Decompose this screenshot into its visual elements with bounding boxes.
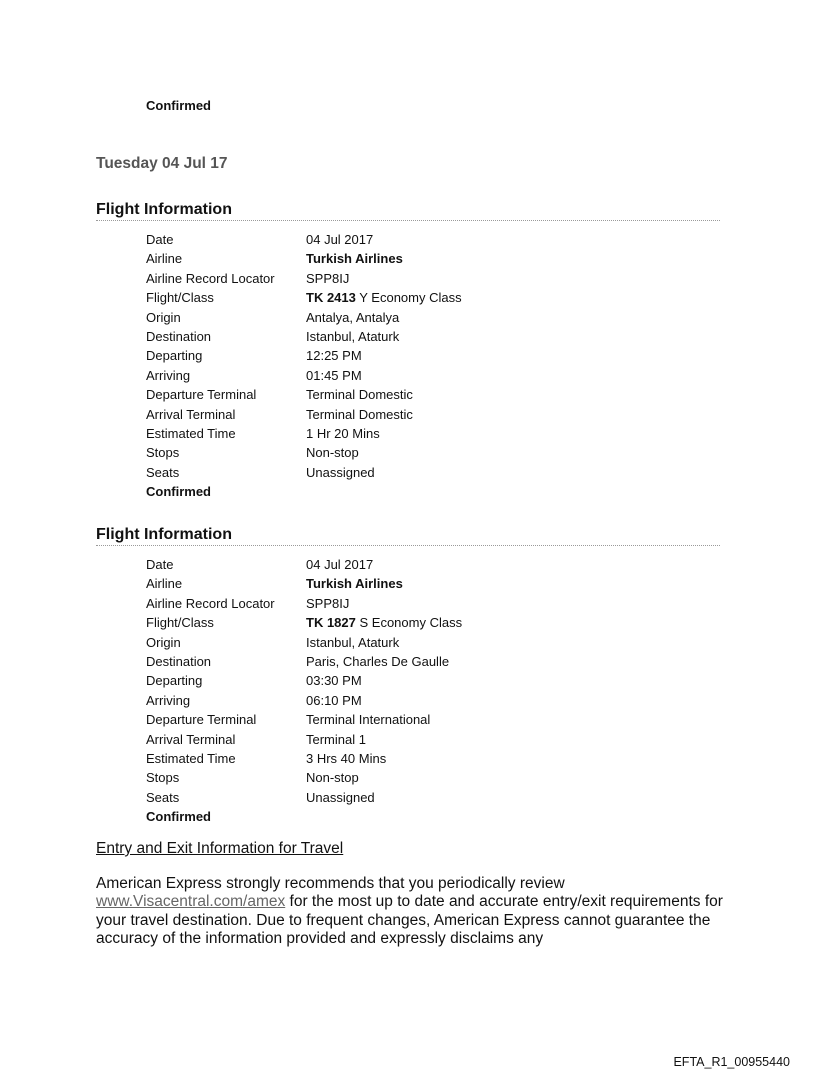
detail-label: Departure Terminal	[146, 712, 257, 728]
detail-row-arriving	[146, 366, 720, 385]
detail-value: Istanbul, Ataturk	[306, 634, 400, 650]
detail-value: 03:30 PM	[306, 673, 362, 689]
detail-label: Arriving	[146, 692, 191, 708]
detail-value: 12:25 PM	[306, 348, 362, 364]
flight-information-section-1	[96, 200, 720, 501]
airline-name: Turkish Airlines	[306, 576, 403, 592]
entry-exit-text-before: American Express strongly recommends that you periodically review	[96, 875, 565, 892]
detail-row-destination	[146, 652, 720, 671]
detail-row-flight-class	[146, 288, 720, 307]
detail-value: SPP8IJ	[306, 270, 350, 286]
detail-label: Arriving	[146, 367, 191, 383]
detail-value: 06:10 PM	[306, 692, 362, 708]
detail-row-departure-terminal	[146, 385, 720, 404]
flight-class: S Economy Class	[355, 615, 463, 631]
detail-label: Origin	[146, 309, 181, 325]
detail-row-stops	[146, 768, 720, 787]
detail-row-date	[146, 555, 720, 574]
detail-row-arrival-terminal	[146, 405, 720, 424]
detail-label: Flight/Class	[146, 290, 214, 306]
detail-label: Arrival Terminal	[146, 731, 236, 747]
document-id: EFTA_R1_00955440	[673, 1055, 790, 1069]
detail-row-origin	[146, 633, 720, 652]
detail-label: Departing	[146, 348, 203, 364]
detail-row-arriving	[146, 691, 720, 710]
flight-information-title: Flight Information	[96, 526, 232, 543]
flight-information-section-2	[96, 525, 720, 826]
detail-label: Airline	[146, 251, 183, 267]
detail-label: Date	[146, 557, 174, 572]
detail-value: Antalya, Antalya	[306, 309, 400, 325]
detail-row-seats	[146, 788, 720, 807]
detail-value: 04 Jul 2017	[306, 557, 374, 572]
detail-label: Flight/Class	[146, 615, 214, 631]
detail-value: Terminal Domestic	[306, 387, 413, 403]
flight-confirmed-status: Confirmed	[146, 809, 211, 825]
detail-value: Paris, Charles De Gaulle	[306, 653, 450, 669]
detail-value: 1 Hr 20 Mins	[306, 425, 380, 441]
flight-class: Y Economy Class	[355, 290, 462, 306]
top-confirmed-status: Confirmed	[146, 98, 211, 113]
detail-label: Seats	[146, 789, 180, 805]
detail-row-record-locator	[146, 269, 720, 288]
detail-label: Origin	[146, 634, 181, 650]
entry-exit-paragraph	[96, 875, 736, 948]
detail-value: Non-stop	[306, 445, 359, 461]
detail-label: Airline Record Locator	[146, 595, 275, 611]
entry-exit-text-after: for the most up to date and accurate entry/exit requirements for your travel destination. Due to frequent changes, American Express cannot guarantee the accuracy of the information provided and expressly disclaims any	[96, 893, 723, 947]
detail-row-departing	[146, 671, 720, 690]
detail-row-flight-class	[146, 613, 720, 632]
section-divider	[96, 220, 720, 221]
detail-row-arrival-terminal	[146, 730, 720, 749]
flight-details	[146, 230, 720, 482]
detail-value: Terminal Domestic	[306, 406, 413, 422]
date-heading: Tuesday 04 Jul 17	[96, 155, 228, 172]
flight-number: TK 1827	[306, 615, 356, 631]
detail-value: Terminal 1	[306, 731, 366, 747]
detail-label: Estimated Time	[146, 750, 236, 766]
detail-row-record-locator	[146, 594, 720, 613]
detail-label: Stops	[146, 445, 180, 461]
detail-label: Destination	[146, 328, 212, 344]
entry-exit-title: Entry and Exit Information for Travel	[96, 840, 344, 857]
detail-value: Unassigned	[306, 789, 375, 805]
detail-row-seats	[146, 463, 720, 482]
flight-information-title: Flight Information	[96, 201, 232, 218]
detail-row-departing	[146, 346, 720, 365]
detail-label: Destination	[146, 653, 212, 669]
flight-confirmed-status: Confirmed	[146, 484, 211, 500]
detail-row-departure-terminal	[146, 710, 720, 729]
section-divider	[96, 545, 720, 546]
detail-row-estimated-time	[146, 749, 720, 768]
detail-value: Unassigned	[306, 464, 375, 480]
detail-row-estimated-time	[146, 424, 720, 443]
detail-row-airline	[146, 574, 720, 593]
detail-label: Airline Record Locator	[146, 270, 275, 286]
flight-number: TK 2413	[306, 290, 356, 306]
detail-value: 01:45 PM	[306, 367, 362, 383]
airline-name: Turkish Airlines	[306, 251, 403, 267]
detail-label: Arrival Terminal	[146, 406, 236, 422]
detail-label: Estimated Time	[146, 425, 236, 441]
detail-label: Airline	[146, 576, 183, 592]
detail-value: Terminal International	[306, 712, 431, 728]
detail-row-stops	[146, 443, 720, 462]
detail-row-destination	[146, 327, 720, 346]
detail-label: Date	[146, 232, 174, 247]
detail-value: Non-stop	[306, 770, 359, 786]
detail-label: Departure Terminal	[146, 387, 257, 403]
detail-row-date	[146, 230, 720, 249]
detail-label: Stops	[146, 770, 180, 786]
detail-value: 04 Jul 2017	[306, 232, 374, 247]
detail-value: SPP8IJ	[306, 595, 350, 611]
detail-row-origin	[146, 308, 720, 327]
detail-value: Istanbul, Ataturk	[306, 328, 400, 344]
detail-label: Departing	[146, 673, 203, 689]
detail-value: 3 Hrs 40 Mins	[306, 750, 387, 766]
detail-row-airline	[146, 249, 720, 268]
visacentral-link[interactable]: www.Visacentral.com/amex	[96, 893, 286, 911]
flight-details	[146, 555, 720, 807]
detail-label: Seats	[146, 464, 180, 480]
